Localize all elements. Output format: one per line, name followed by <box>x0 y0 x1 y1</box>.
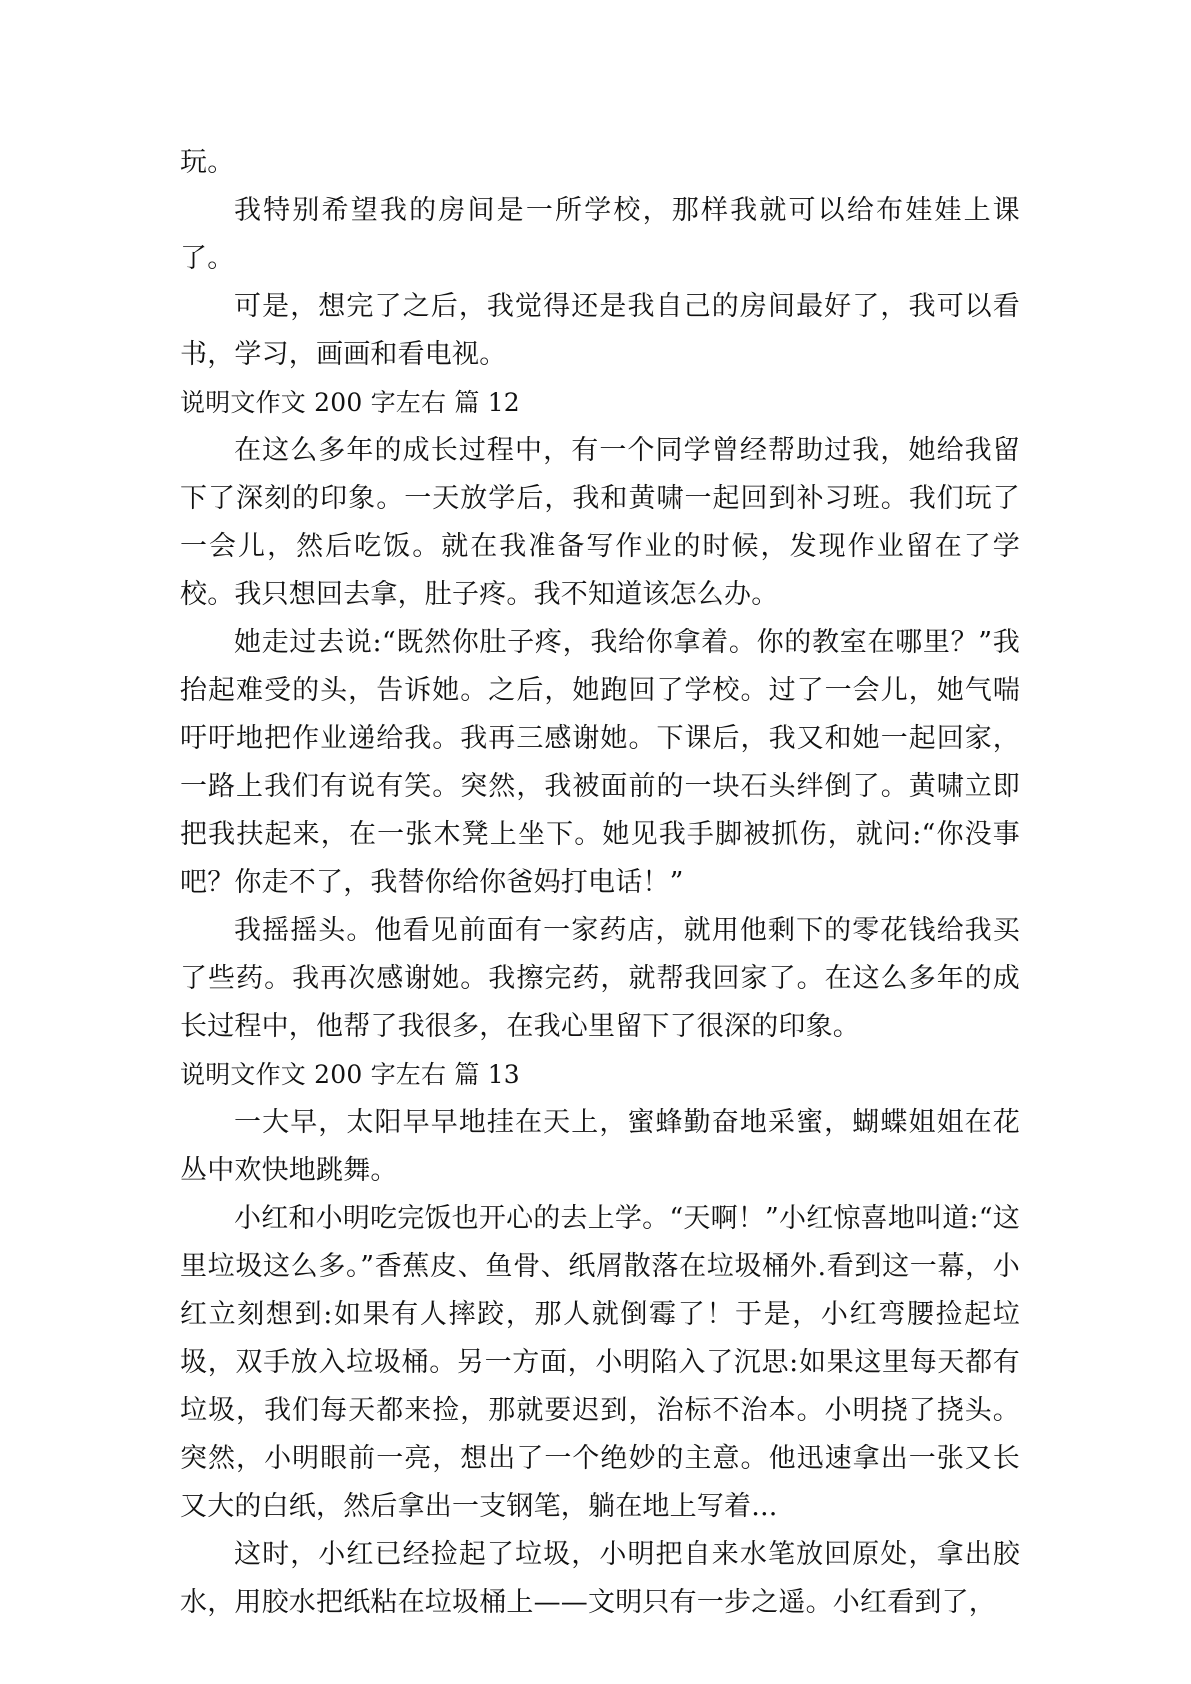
section-heading-13: 说明文作文 200 字左右 篇 13 <box>180 1060 520 1089</box>
section-heading-12: 说明文作文 200 字左右 篇 12 <box>180 388 520 417</box>
paragraph: 在这么多年的成长过程中，有一个同学曾经帮助过我，她给我留下了深刻的印象。一天放学后，我和黄啸一起回到补习班。我们玩了一会儿，然后吃饭。就在我准备写作业的时候，发现作业留在了学校。我只想回去拿，肚子疼。我不知道该怎么办。 <box>180 435 1020 610</box>
paragraph: 一大早，太阳早早地挂在天上，蜜蜂勤奋地采蜜，蝴蝶姐姐在花丛中欢快地跳舞。 <box>180 1107 1020 1186</box>
paragraph: 玩。 <box>180 147 235 178</box>
paragraph: 我摇摇头。他看见前面有一家药店，就用他剩下的零花钱给我买了些药。我再次感谢她。我擦完药，就帮我回家了。在这么多年的成长过程中，他帮了我很多，在我心里留下了很深的印象。 <box>180 915 1020 1042</box>
document-body <box>180 139 1020 1627</box>
paragraph: 小红和小明吃完饭也开心的去上学。“天啊！”小红惊喜地叫道:“这里垃圾这么多。”香蕉皮、鱼骨、纸屑散落在垃圾桶外.看到这一幕，小红立刻想到:如果有人摔跤，那人就倒霉了！于是，小红弯腰捡起垃圾，双手放入垃圾桶。另一方面，小明陷入了沉思:如果这里每天都有垃圾，我们每天都来捡，那就要迟到，治标不治本。小明挠了挠头。突然，小明眼前一亮，想出了一个绝妙的主意。他迅速拿出一张又长又大的白纸，然后拿出一支钢笔，躺在地上写着... <box>180 1203 1020 1522</box>
paragraph: 这时，小红已经捡起了垃圾，小明把自来水笔放回原处，拿出胶水，用胶水把纸粘在垃圾桶上——文明只有一步之遥。小红看到了， <box>180 1539 1020 1618</box>
paragraph: 我特别希望我的房间是一所学校，那样我就可以给布娃娃上课了。 <box>180 195 1020 274</box>
paragraph: 她走过去说:“既然你肚子疼，我给你拿着。你的教室在哪里？”我抬起难受的头，告诉她。之后，她跑回了学校。过了一会儿，她气喘吁吁地把作业递给我。我再三感谢她。下课后，我又和她一起回家，一路上我们有说有笑。突然，我被面前的一块石头绊倒了。黄啸立即把我扶起来，在一张木凳上坐下。她见我手脚被抓伤，就问:“你没事吧？你走不了，我替你给你爸妈打电话！” <box>180 627 1020 898</box>
paragraph: 可是，想完了之后，我觉得还是我自己的房间最好了，我可以看书，学习，画画和看电视。 <box>180 291 1020 370</box>
